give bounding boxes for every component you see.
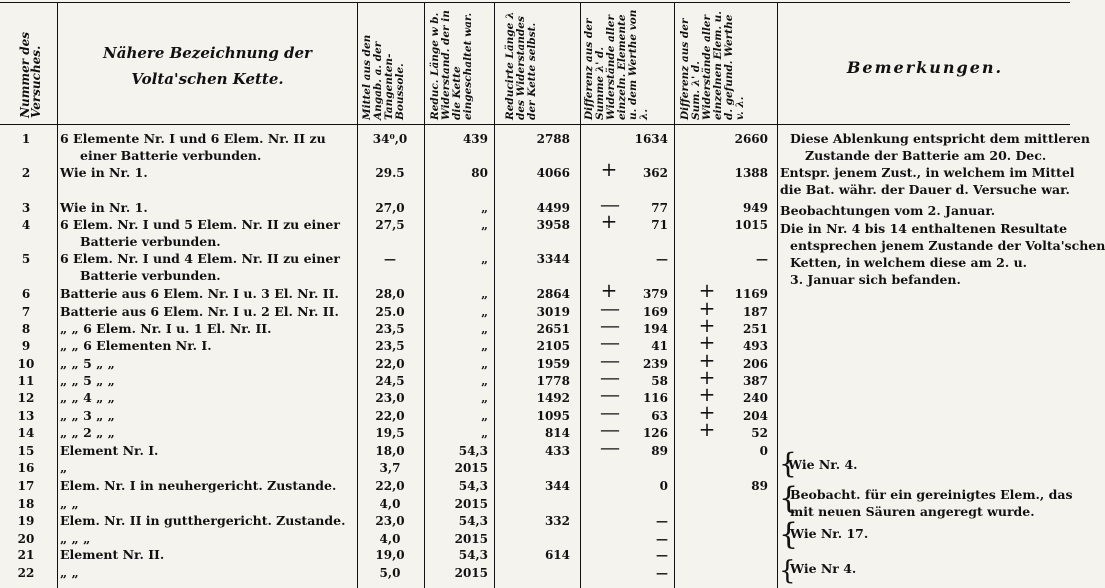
diff2-value: —: [756, 252, 768, 266]
diff1-sign: +: [600, 278, 618, 302]
reduc-length-lambda: 3019: [536, 305, 570, 319]
diff2-value: 387: [742, 374, 768, 388]
row-number: 2: [21, 166, 31, 180]
mittel-value: 4,0: [379, 497, 401, 511]
reduc-length-lambda: 433: [544, 444, 570, 458]
diff1-sign: —: [600, 435, 620, 459]
reduc-length-lambda: 2864: [536, 287, 570, 301]
diff2-sign: +: [698, 278, 716, 302]
mittel-value: 22,0: [375, 479, 405, 493]
diff1-sign: —: [600, 296, 620, 320]
remark-line: Beobachtungen vom 2. Januar.: [780, 203, 996, 218]
reduc-length-w: 2015: [454, 566, 488, 580]
brace: {: [779, 517, 799, 552]
mittel-value: 18,0: [375, 444, 405, 458]
diff1-sign: —: [600, 400, 620, 424]
brace: {: [779, 556, 796, 586]
header-desc: Nähere Bezeichnung der Volta'schen Kette.: [103, 44, 312, 88]
reduc-length-w: 54,3: [458, 479, 488, 493]
column-rule: [57, 2, 58, 588]
row-description: Batterie aus 6 Elem. Nr. I u. 2 El. Nr. II.: [60, 304, 339, 319]
row-number: 17: [17, 479, 35, 493]
reduc-length-w: „: [481, 357, 488, 371]
row-description: Elem. Nr. I in neuhergericht. Zustande.: [60, 478, 337, 493]
reduc-length-lambda: 2788: [536, 132, 570, 146]
diff1-sign: +: [600, 209, 618, 233]
remark-line: 3. Januar sich befanden.: [790, 272, 961, 287]
mittel-value: 23,0: [375, 514, 405, 528]
reduc-length-w: „: [481, 426, 488, 440]
reduc-length-w: 439: [462, 132, 488, 146]
row-description: „ „ 2 „ „: [60, 425, 115, 440]
diff2-sign: +: [698, 365, 716, 389]
row-number: 4: [21, 218, 31, 232]
row-description: „ „ 6 Elem. Nr. I u. 1 El. Nr. II.: [60, 321, 272, 336]
column-rule: [424, 2, 425, 588]
diff1-value: 63: [651, 409, 668, 423]
reduc-length-w: 54,3: [458, 444, 488, 458]
reduc-length-lambda: 3344: [536, 252, 570, 266]
diff1-sign: —: [600, 365, 620, 389]
header-diff1: Differenz aus der Summe λ' d. Widerstände aller einzeln. Elemente u. dem Werthe von λ.: [583, 9, 650, 120]
remark-line: die Bat. währ. der Dauer d. Versuche war.: [780, 182, 1070, 197]
reduc-length-lambda: 614: [544, 548, 570, 562]
row-number: 6: [21, 287, 31, 301]
diff2-value: 52: [751, 426, 768, 440]
remark-line: Entspr. jenem Zust., in welchem im Mittel: [780, 165, 1075, 180]
row-description: Element Nr. II.: [60, 547, 165, 562]
diff2-value: 493: [742, 339, 768, 353]
mittel-value: 23,5: [375, 322, 405, 336]
row-number: 9: [21, 339, 31, 353]
mittel-value: 28,0: [375, 287, 405, 301]
reduc-length-w: „: [481, 391, 488, 405]
diff1-sign: —: [600, 417, 620, 441]
reduc-length-lambda: 814: [544, 426, 570, 440]
diff2-value: 204: [742, 409, 768, 423]
reduc-length-w: „: [481, 409, 488, 423]
row-description-continued: Batterie verbunden.: [80, 234, 221, 249]
row-description: „ „ 3 „ „: [60, 408, 115, 423]
diff2-value: 1169: [734, 287, 768, 301]
row-description: „ „ „: [60, 531, 91, 546]
reduc-length-w: „: [481, 322, 488, 336]
row-number: 3: [21, 201, 31, 215]
row-description: „ „ 5 „ „: [60, 356, 115, 371]
row-description: Element Nr. I.: [60, 443, 159, 458]
row-number: 13: [17, 409, 35, 423]
mittel-value: 25.0: [375, 305, 405, 319]
top-rule: [0, 2, 1070, 3]
diff1-value: 58: [651, 374, 668, 388]
row-number: 5: [21, 252, 31, 266]
reduc-length-w: „: [481, 252, 488, 266]
header-reduc: Reduc. Länge w b. Widerstand. der in die Kette eingeschaltet war.: [429, 10, 474, 120]
row-description: 6 Elem. Nr. I und 4 Elem. Nr. II zu einer: [60, 251, 340, 266]
diff2-value: 1015: [734, 218, 768, 232]
reduc-length-w: 2015: [454, 532, 488, 546]
diff2-value: 1388: [734, 166, 768, 180]
mittel-value: 23,5: [375, 339, 405, 353]
diff1-value: —: [656, 548, 668, 562]
row-number: 21: [17, 548, 35, 562]
mittel-value: 5,0: [379, 566, 401, 580]
remark-line: Zustande der Batterie am 20. Dec.: [805, 148, 1047, 163]
reduc-length-lambda: 332: [544, 514, 570, 528]
header-num: Nummer des Versuches.: [18, 31, 43, 118]
diff2-value: 0: [759, 444, 768, 458]
reduc-length-lambda: 1959: [536, 357, 570, 371]
diff1-value: 0: [659, 479, 668, 493]
diff1-sign: —: [600, 192, 620, 216]
reduc-length-w: „: [481, 339, 488, 353]
diff2-sign: +: [698, 417, 716, 441]
row-description: „: [60, 460, 68, 475]
header-reduc2: Reducirte Länge λ des Widerstandes der Kette selbst.: [504, 11, 538, 120]
diff2-sign: +: [698, 296, 716, 320]
row-number: 20: [17, 532, 35, 546]
reduc-length-lambda: 4499: [536, 201, 570, 215]
row-description: Elem. Nr. II in gutthergericht. Zustande.: [60, 513, 346, 528]
row-description-continued: einer Batterie verbunden.: [80, 148, 262, 163]
diff1-sign: —: [600, 330, 620, 354]
row-description: Wie in Nr. 1.: [60, 200, 148, 215]
mittel-value: 19,5: [375, 426, 405, 440]
remark-line: entsprechen jenem Zustande der Volta'schen: [790, 238, 1105, 253]
reduc-length-lambda: 1778: [536, 374, 570, 388]
row-description: „ „ 5 „ „: [60, 373, 115, 388]
brace: {: [779, 447, 797, 480]
header-remarks: Bemerkungen.: [846, 58, 1004, 77]
diff1-value: —: [656, 566, 668, 580]
mittel-value: 23,0: [375, 391, 405, 405]
diff1-value: 169: [642, 305, 668, 319]
diff2-sign: +: [698, 348, 716, 372]
header-mittel: Mittel aus den Angab. a. der Tangenten-Boussole.: [361, 34, 406, 120]
reduc-length-w: „: [481, 374, 488, 388]
diff2-value: 949: [742, 201, 768, 215]
remark-line: Ketten, in welchem diese am 2. u.: [790, 255, 1028, 270]
diff2-sign: +: [698, 313, 716, 337]
diff1-value: 116: [642, 391, 668, 405]
mittel-value: 29.5: [375, 166, 405, 180]
diff1-value: 41: [651, 339, 668, 353]
diff2-sign: +: [698, 400, 716, 424]
diff1-value: —: [656, 514, 668, 528]
diff1-value: 362: [642, 166, 668, 180]
diff1-value: 89: [651, 444, 668, 458]
row-description: 6 Elemente Nr. I und 6 Elem. Nr. II zu: [60, 131, 326, 146]
remark-line: Diese Ablenkung entspricht dem mittleren: [790, 131, 1090, 146]
reduc-length-w: „: [481, 201, 488, 215]
mittel-value: 27,5: [375, 218, 405, 232]
mittel-value: 3,7: [379, 461, 401, 475]
diff2-value: 89: [751, 479, 768, 493]
diff2-sign: +: [698, 382, 716, 406]
reduc-length-w: 2015: [454, 497, 488, 511]
mittel-value: —: [384, 252, 396, 266]
row-number: 11: [17, 374, 35, 388]
column-rule: [580, 2, 581, 588]
reduc-length-lambda: 4066: [536, 166, 570, 180]
diff1-value: 77: [651, 201, 668, 215]
diff1-value: 1634: [634, 132, 668, 146]
row-number: 1: [21, 132, 31, 146]
diff1-sign: —: [600, 382, 620, 406]
reduc-length-lambda: 2651: [536, 322, 570, 336]
reduc-length-lambda: 1492: [536, 391, 570, 405]
reduc-length-lambda: 344: [544, 479, 570, 493]
mittel-value: 19,0: [375, 548, 405, 562]
reduc-length-w: „: [481, 305, 488, 319]
reduc-length-w: 54,3: [458, 548, 488, 562]
diff1-value: —: [656, 532, 668, 546]
row-number: 15: [17, 444, 35, 458]
remark-line: Wie Nr. 4.: [788, 457, 858, 472]
column-rule: [494, 2, 495, 588]
mittel-value: 34⁰,0: [372, 132, 408, 146]
row-number: 10: [17, 357, 35, 371]
diff1-sign: +: [600, 157, 618, 181]
row-description: 6 Elem. Nr. I und 5 Elem. Nr. II zu einer: [60, 217, 340, 232]
row-number: 19: [17, 514, 35, 528]
row-description: „ „: [60, 565, 79, 580]
mittel-value: 27,0: [375, 201, 405, 215]
diff2-sign: +: [698, 330, 716, 354]
row-description: Wie in Nr. 1.: [60, 165, 148, 180]
row-number: 18: [17, 497, 35, 511]
remark-line: Die in Nr. 4 bis 14 enthaltenen Resultate: [780, 221, 1068, 236]
row-description: Batterie aus 6 Elem. Nr. I u. 3 El. Nr. II.: [60, 286, 339, 301]
diff1-sign: —: [600, 348, 620, 372]
diff2-value: 187: [742, 305, 768, 319]
diff2-value: 251: [742, 322, 768, 336]
row-number: 7: [21, 305, 31, 319]
remark-line: mit neuen Säuren angeregt wurde.: [790, 504, 1035, 519]
header-diff2: Differenz aus der Sum. λ' d. Widerstände aller einzelnen Elem. u. d. gefund. Werthe v. λ.: [679, 11, 746, 120]
mittel-value: 24,5: [375, 374, 405, 388]
reduc-length-lambda: 2105: [536, 339, 570, 353]
row-description: „ „ 4 „ „: [60, 390, 115, 405]
brace: {: [779, 481, 799, 516]
diff1-value: 71: [651, 218, 668, 232]
row-description: „ „: [60, 496, 79, 511]
remark-line: Wie Nr 4.: [790, 561, 857, 576]
reduc-length-w: 54,3: [458, 514, 488, 528]
diff1-sign: —: [600, 313, 620, 337]
diff2-value: 2660: [734, 132, 768, 146]
row-description: „ „ 6 Elementen Nr. I.: [60, 338, 212, 353]
mittel-value: 4,0: [379, 532, 401, 546]
reduc-length-w: 2015: [454, 461, 488, 475]
reduc-length-w: „: [481, 287, 488, 301]
row-number: 8: [21, 322, 31, 336]
row-number: 16: [17, 461, 35, 475]
diff2-value: 206: [742, 357, 768, 371]
diff1-value: —: [656, 252, 668, 266]
diff1-value: 194: [642, 322, 668, 336]
remark-line: Beobacht. für ein gereinigtes Elem., das: [790, 487, 1073, 502]
row-number: 22: [17, 566, 35, 580]
header-rule: [0, 124, 1070, 125]
reduc-length-lambda: 3958: [536, 218, 570, 232]
reduc-length-lambda: 1095: [536, 409, 570, 423]
column-rule: [674, 2, 675, 588]
row-number: 12: [17, 391, 35, 405]
diff1-value: 126: [642, 426, 668, 440]
mittel-value: 22,0: [375, 409, 405, 423]
column-rule: [357, 2, 358, 588]
diff1-value: 239: [642, 357, 668, 371]
mittel-value: 22,0: [375, 357, 405, 371]
diff2-value: 240: [742, 391, 768, 405]
reduc-length-w: „: [481, 218, 488, 232]
remark-line: Wie Nr. 17.: [790, 526, 869, 541]
diff1-value: 379: [642, 287, 668, 301]
reduc-length-w: 80: [471, 166, 488, 180]
row-description-continued: Batterie verbunden.: [80, 268, 221, 283]
row-number: 14: [17, 426, 35, 440]
column-rule: [777, 2, 778, 588]
